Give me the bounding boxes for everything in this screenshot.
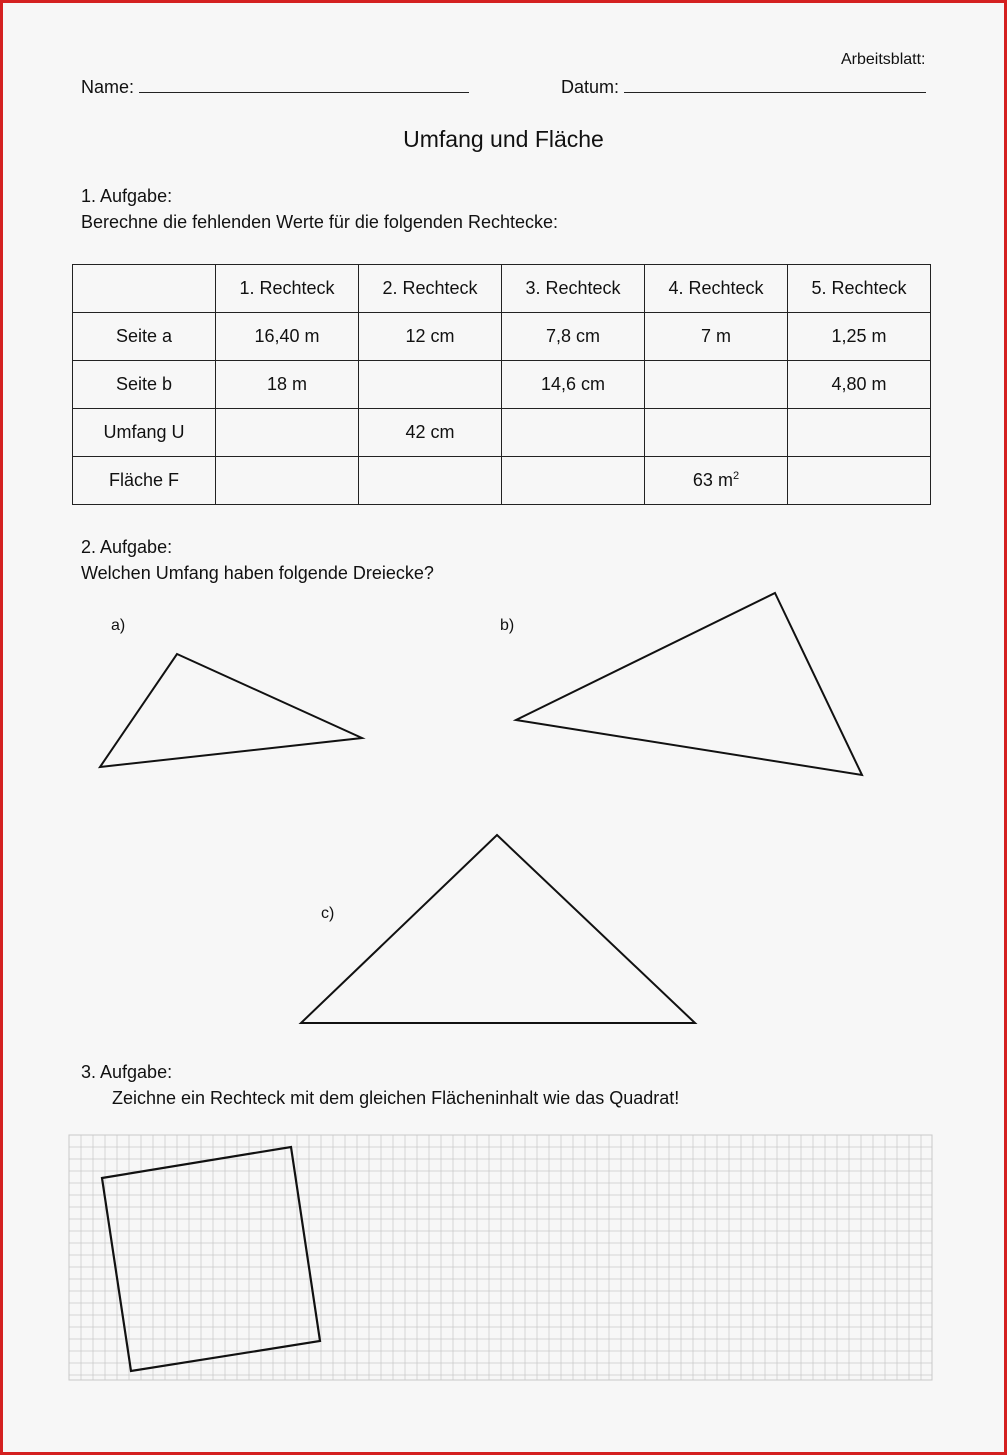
triangle-b-label: b) bbox=[500, 617, 515, 634]
triangle-b bbox=[516, 593, 862, 775]
table-cell[interactable]: 16,40 m bbox=[216, 313, 359, 361]
name-label: Name: bbox=[81, 77, 135, 97]
date-label: Datum: bbox=[561, 77, 620, 97]
table-cell[interactable]: 4,80 m bbox=[788, 361, 931, 409]
triangle-a-label: a) bbox=[111, 617, 126, 634]
table-cell[interactable]: 7 m bbox=[645, 313, 788, 361]
page-title: Umfang und Fläche bbox=[403, 126, 604, 152]
table-cell[interactable]: 12 cm bbox=[359, 313, 502, 361]
grid-paper[interactable] bbox=[69, 1135, 932, 1380]
area-value: 63 m bbox=[692, 470, 733, 490]
table-cell[interactable]: 7,8 cm bbox=[502, 313, 645, 361]
table-header-cell: 1. Rechteck bbox=[216, 265, 359, 313]
task1-heading: 1. Aufgabe: bbox=[81, 186, 173, 206]
table-cell[interactable]: 42 cm bbox=[359, 409, 502, 457]
area-superscript: 2 bbox=[732, 470, 740, 482]
task2-instruction: Welchen Umfang haben folgende Dreiecke? bbox=[81, 563, 434, 583]
triangle-c-label: c) bbox=[321, 905, 335, 922]
triangle-a bbox=[100, 654, 362, 767]
table-cell[interactable]: 18 m bbox=[216, 361, 359, 409]
row-label: Fläche F bbox=[73, 457, 216, 505]
table-header-cell: 3. Rechteck bbox=[502, 265, 645, 313]
row-label: Umfang U bbox=[73, 409, 216, 457]
task1-instruction: Berechne die fehlenden Werte für die folgenden Rechtecke: bbox=[81, 212, 558, 232]
task3-heading: 3. Aufgabe: bbox=[81, 1062, 173, 1082]
table-cell[interactable]: 14,6 cm bbox=[502, 361, 645, 409]
worksheet-label: Arbeitsblatt: bbox=[841, 51, 926, 68]
table-header-cell: 2. Rechteck bbox=[359, 265, 502, 313]
task3-instruction: Zeichne ein Rechteck mit dem gleichen Flächeninhalt wie das Quadrat! bbox=[112, 1088, 680, 1108]
table-header-cell: 4. Rechteck bbox=[645, 265, 788, 313]
triangle-c bbox=[301, 835, 695, 1023]
table-cell[interactable]: 1,25 m bbox=[788, 313, 931, 361]
table-header-cell: 5. Rechteck bbox=[788, 265, 931, 313]
row-label: Seite b bbox=[73, 361, 216, 409]
task2-heading: 2. Aufgabe: bbox=[81, 537, 173, 557]
rotated-square bbox=[102, 1147, 320, 1371]
row-label: Seite a bbox=[73, 313, 216, 361]
